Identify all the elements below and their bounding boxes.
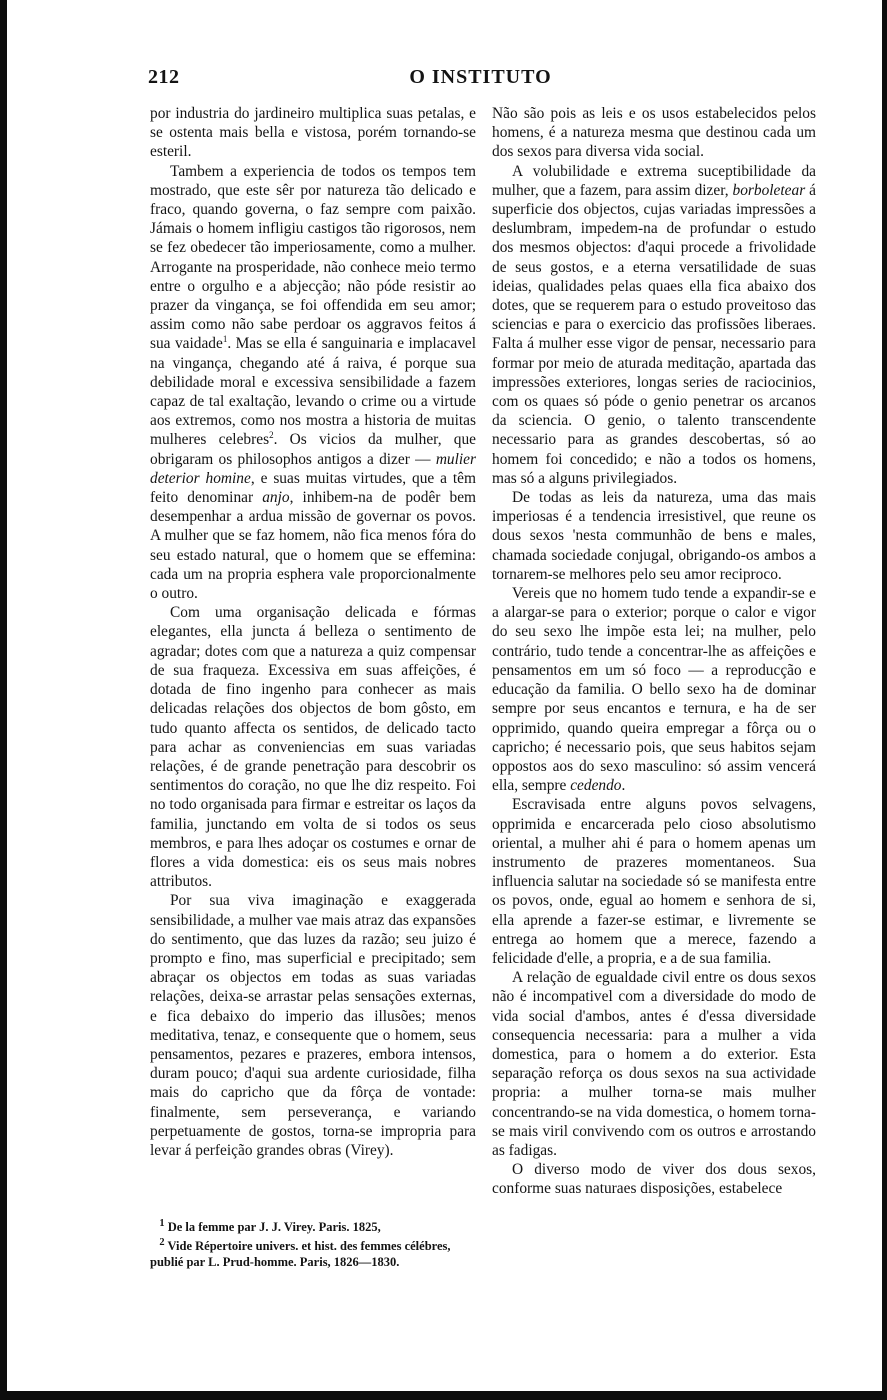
scan-border-right [882, 0, 887, 1400]
footnotes [150, 1216, 480, 1270]
paragraph: por industria do jardineiro multiplica suas petalas, e se ostenta mais bella e vistosa, porém tornando-se esteril. [150, 105, 476, 161]
paragraph: Não são pois as leis e os usos estabelecidos pelos homens, é a natureza mesma que destinou cada um dos sexos para diversa vida social. [492, 105, 816, 161]
paragraph: Com uma organisação delicada e fórmas elegantes, ella juncta á belleza o sentimento de agradar; dotes com que a natureza a quiz compensar de sua fraqueza. Excessiva em suas affeições, é dotada de fino ingenho para conhecer as mais delicadas relações dos objectos de bom gôsto, em tudo quanto affecta os sentidos, de delicado tacto para achar as conveniencias em suas variadas relações, é de grande penetração para descobrir os sentimentos do coração, no que lhe diz respeito. Foi no todo organisada para firmar e estreitar os laços da familia, junctando em volta de si todos os seus membros, e para lhes adoçar os costumes e ornar de flores a vida domestica: eis os seus mais nobres attributos. [150, 604, 476, 891]
paragraph: A relação de egualdade civil entre os dous sexos não é incompativel com a diversidade do modo de vida social d'ambos, antes é d'essa diversidade consequencia necessaria: para a mulher a vida domestica, para o homem a do exterior. Esta separação reforça os dous sexos na sua actividade propria: a mulher torna-se mais mulher concentrando-se na vida domestica, o homem torna-se mais viril convivendo com os outros e arrostando as fadigas. [492, 969, 816, 1159]
italic-word: borboletear [732, 181, 806, 199]
footnote-1: $^1$ De la femme par J. J. Virey. Paris. 1825, [159, 1218, 381, 1235]
running-title: O INSTITUTO [409, 66, 552, 88]
scan-border-left [0, 0, 7, 1400]
page-number: 212 [148, 66, 180, 88]
paragraph: Vereis que no homem tudo tende a expandir-se e a alargar-se para o exterior; porque o calor e vigor do seu sexo lhe impõe esta lei; na mulher, pelo contrário, tudo tende a concentrar-lhe as affeições e pensamentos em um só foco — a reproducção e educação da familia. O bello sexo ha de dominar sempre por seus encantos e ternura, e ha de ser opprimido, quando queira empregar a fôrça ou o capricho; é necessario pois, que seus habitos sejam oppostos aos do sexo masculino: só assim vencerá ella, sempre cedendo. [492, 585, 816, 795]
left-column [150, 104, 476, 1160]
footnote-2: $^2$ Vide Répertoire univers. et hist. des femmes célébres, publié par L. Prud-homme. Paris, 1826—1830. [150, 1237, 451, 1270]
paragraph: De todas as leis da natureza, uma das mais imperiosas é a tendencia irresistivel, que reune os dous sexos 'nesta communhão de bens e males, chamada sociedade conjugal, obrigando-os ambos a tornarem-se melhores pelo seu amor reciproco. [492, 489, 816, 583]
footnote-ref: 2 [269, 430, 274, 441]
footnote-ref: 1 [222, 334, 228, 345]
italic-word: cedendo [570, 777, 622, 795]
right-column [492, 104, 816, 1199]
scan-border-bottom [0, 1391, 887, 1400]
paragraph: Escravisada entre alguns povos selvagens, opprimida e encarcerada pelo cioso absolutismo oriental, a mulher ahi é para o homem apenas um instrumento de prazeres momentaneos. Sua influencia salutar na sociedade só se manifesta entre os povos, onde, egual ao homem e senhora de si, ella aprende a fazer-se estimar, e livremente se entrega ao homem que a merece, fazendo a felicidade d'elle, a propria, e a de sua familia. [492, 796, 816, 967]
paragraph: Por sua viva imaginação e exaggerada sensibilidade, a mulher vae mais atraz das expansões do sentimento, que das luzes da razão; seu juizo é prompto e fino, mas superficial e precipitado; sem abraçar os objectos em todas as suas variadas relações, deixa-se arrastar pelas sensações externas, e fica debaixo do imperio das illusões; menos meditativa, tenaz, e consequente que o homem, seus pensamentos, pezares e prazeres, embora intensos, duram pouco; d'aqui sua ardente curiosidade, filha mais do capricho que da fôrça de vontade: finalmente, sem perseverança, e variando perpetuamente de gostos, torna-se impropria para levar á perfeição grandes obras (Virey). [150, 892, 476, 1159]
paragraph: A volubilidade e extrema suceptibilidade da mulher, que a fazem, para assim dizer, borboletear á superficie dos objectos, cujas variadas impressões a deslumbram, impedem-na de profundar o estudo dos mesmos objectos: d'aqui procede a frivolidade de seus gostos, e a eterna versatilidade de suas ideias, qualidades pelas quaes ella fica abaixo dos dotes, que se requerem para o estudo proveitoso das sciencias e para o exercicio das profissões liberaes. Falta á mulher esse vigor de pensar, necessario para formar por meio de aturada meditação, apartada das impressões exteriores, longas series de raciocinios, com os quaes só póde o genio penetrar os arcanos da sciencia. O genio, o talento transcendente necessario para as grandes descobertas, só ao homem foi concedido; e não a todos os homens, mas só a alguns privilegiados. [492, 162, 816, 487]
paragraph: Tambem a experiencia de todos os tempos tem mostrado, que este sêr por natureza tão delicado e fraco, quando governa, o faz sempre com paixão. Jámais o homem infligiu castigos tão rigorosos, nem se fez obedecer tão imperiosamente, como a mulher. Arrogante na prosperidade, não conhece meio termo entre o orgulho e a abjecção; não póde resistir ao prazer da vingança, se foi offendida em seu amor; assim como não sabe perdoar os aggravos feitos á sua vaidade$^1$. Mas se ella é sanguinaria e implacavel na vingança, chegando até á raiva, é porque sua debilidade moral e excessiva sensibilidade a fazem capaz de tal exaltação, levando o crime ou a virtude aos extremos, como nos mostra a historia de muitas mulheres celebres$^2$. Os vicios da mulher, que obrigaram os philosophos antigos a dizer — mulier deterior homine, e suas muitas virtudes, que a têm feito denominar anjo, inhibem-na de podêr bem desempenhar a ardua missão de governar os povos. A mulher que se faz homem, não fica menos fóra do seu estado natural, que o homem que se effemina: cada um na propria esphera vale proporcionalmente o outro. [150, 162, 476, 603]
page-header [148, 66, 813, 96]
paragraph: O diverso modo de viver dos dous sexos, conforme suas naturaes disposições, estabelece [492, 1161, 816, 1198]
italic-word: anjo [262, 489, 290, 507]
latin-phrase: mulier deterior homine [150, 450, 476, 487]
